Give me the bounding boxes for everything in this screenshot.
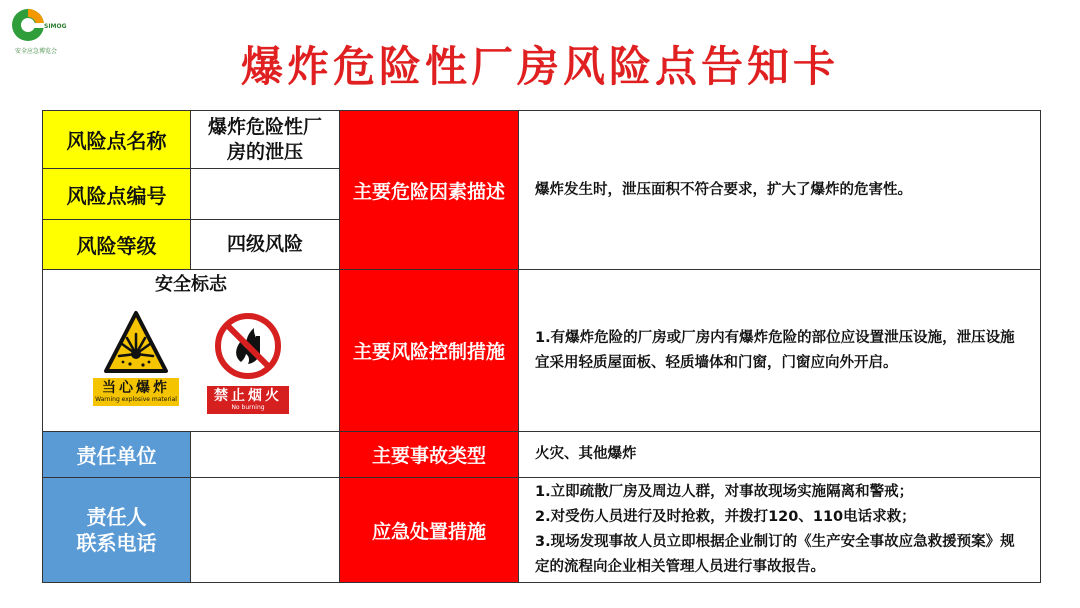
emergency-line-3: 3.现场发现事故人员立即根据企业制订的《生产安全事故应急救援预案》规定的流程向企业相关管理人员进行事故报告。 <box>535 534 1015 575</box>
hazard-label: 主要危险因素描述 <box>340 111 519 270</box>
risk-point-name-label: 风险点名称 <box>43 111 191 169</box>
emergency-text <box>519 478 1041 583</box>
safety-signs-cell <box>43 270 340 432</box>
explosive-sign-label: 当心爆炸 <box>102 379 170 396</box>
no-fire-icon <box>215 310 281 382</box>
safety-title: 安全标志 <box>155 273 227 295</box>
page-title: 爆炸危险性厂房风险点告知卡 <box>240 42 839 91</box>
risk-point-number-value <box>191 169 340 220</box>
contact-label-line2: 联系电话 <box>76 531 157 555</box>
risk-point-number-label: 风险点编号 <box>43 169 191 220</box>
emergency-line-1: 1.立即疏散厂房及周边人群，对事故现场实施隔离和警戒； <box>535 484 914 500</box>
emergency-label: 应急处置措施 <box>340 478 519 583</box>
risk-level-label: 风险等级 <box>43 220 191 270</box>
contact-label <box>43 478 191 583</box>
control-label: 主要风险控制措施 <box>340 270 519 432</box>
explosive-warning-sign <box>93 310 179 414</box>
risk-level-value: 四级风险 <box>191 220 340 270</box>
risk-notice-card <box>42 110 1041 583</box>
logo-text: SIMOG <box>44 23 67 30</box>
hazard-text: 爆炸发生时，泄压面积不符合要求，扩大了爆炸的危害性。 <box>519 111 1041 270</box>
risk-point-name-value: 爆炸危险性厂房的泄压 <box>191 111 340 169</box>
accident-type-text: 火灾、其他爆炸 <box>519 432 1041 478</box>
contact-value <box>191 478 340 583</box>
explosive-sign-sublabel: Warning explosive material <box>95 395 177 403</box>
contact-label-line1: 责任人 <box>86 505 147 529</box>
no-fire-sign-sublabel: No burning <box>231 403 265 411</box>
responsible-unit-value <box>191 432 340 478</box>
control-text: 1.有爆炸危险的厂房或厂房内有爆炸危险的部位应设置泄压设施，泄压设施宜采用轻质屋面板、轻质墙体和门窗，门窗应向外开启。 <box>519 270 1041 432</box>
accident-type-label: 主要事故类型 <box>340 432 519 478</box>
responsible-unit-label: 责任单位 <box>43 432 191 478</box>
no-fire-sign <box>207 310 289 414</box>
no-fire-sign-label: 禁止烟火 <box>214 387 282 404</box>
logo-caption: 安全应急博览会 <box>14 48 57 55</box>
emergency-line-2: 2.对受伤人员进行及时抢救，并拨打120、110电话求救； <box>535 509 916 525</box>
explosive-warning-icon <box>103 310 169 374</box>
